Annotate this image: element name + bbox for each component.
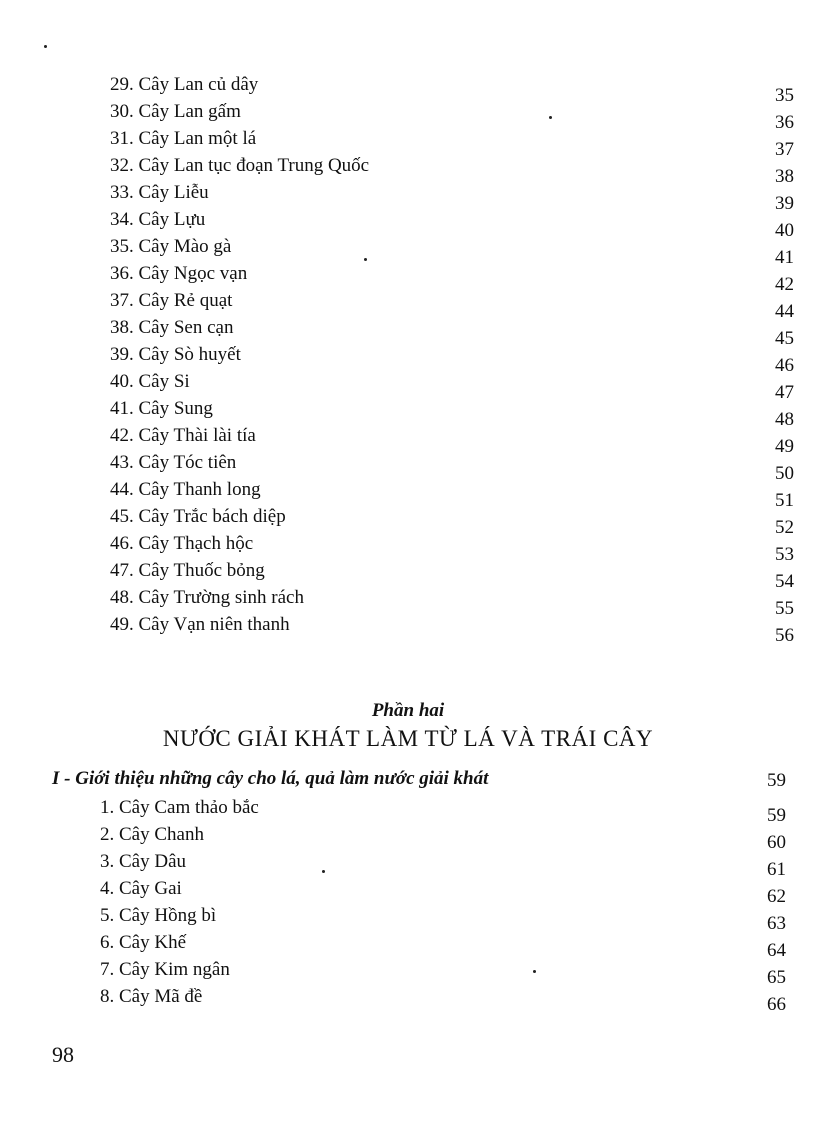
part-subtitle: Phần hai: [371, 700, 445, 721]
toc-entry-page: 45: [775, 328, 794, 349]
toc-entry-page: 37: [775, 139, 794, 160]
toc-entry-label: 46. Cây Thạch hộc: [110, 533, 254, 554]
section-heading: I - Giới thiệu những cây cho lá, quả làm nước giải khát: [52, 768, 489, 789]
toc-entry-page: 51: [775, 490, 794, 511]
toc-entry-label: 5. Cây Hồng bì: [100, 905, 217, 926]
toc-entry-label: 7. Cây Kim ngân: [100, 959, 230, 980]
toc-entry-page: 47: [775, 382, 794, 403]
toc-entry-label: 3. Cây Dâu: [100, 851, 187, 872]
toc-entry-label: 33. Cây Liễu: [110, 182, 209, 203]
toc-entry-page: 50: [775, 463, 794, 484]
toc-entry-page: 65: [767, 967, 786, 988]
toc-entry-label: 44. Cây Thanh long: [110, 479, 261, 500]
scan-speck: [322, 870, 325, 873]
toc-entry-label: 39. Cây Sò huyết: [110, 344, 241, 365]
part-title: NƯỚC GIẢI KHÁT LÀM TỪ LÁ VÀ TRÁI CÂY: [162, 726, 654, 751]
toc-entry-page: 48: [775, 409, 794, 430]
toc-entry-label: 8. Cây Mã đề: [100, 986, 203, 1007]
toc-entry-page: 52: [775, 517, 794, 538]
toc-entry-label: 37. Cây Rẻ quạt: [110, 290, 233, 311]
toc-entry-page: 62: [767, 886, 786, 907]
toc-entry-page: 36: [775, 112, 794, 133]
toc-entry-label: 29. Cây Lan củ dây: [110, 74, 259, 95]
toc-entry-page: 63: [767, 913, 786, 934]
toc-entry-label: 45. Cây Trắc bách diệp: [110, 506, 286, 527]
section-page: 59: [767, 770, 786, 791]
toc-entry-page: 44: [775, 301, 794, 322]
toc-entry-page: 54: [775, 571, 794, 592]
toc-entry-label: 35. Cây Mào gà: [110, 236, 232, 257]
toc-entry-page: 40: [775, 220, 794, 241]
toc-entry-page: 53: [775, 544, 794, 565]
toc-entry-page: 39: [775, 193, 794, 214]
toc-entry-page: 59: [767, 805, 786, 826]
toc-entry-label: 47. Cây Thuốc bỏng: [110, 560, 265, 581]
toc-entry-page: 61: [767, 859, 786, 880]
toc-entry-page: 46: [775, 355, 794, 376]
toc-entry-page: 66: [767, 994, 786, 1015]
scan-speck: [44, 45, 47, 48]
toc-entry-label: 30. Cây Lan gấm: [110, 101, 241, 122]
toc-entry-label: 6. Cây Khế: [100, 932, 187, 953]
toc-entry-label: 2. Cây Chanh: [100, 824, 204, 845]
scan-speck: [364, 258, 367, 261]
toc-entry-page: 55: [775, 598, 794, 619]
toc-entry-label: 36. Cây Ngọc vạn: [110, 263, 248, 284]
scan-speck: [549, 116, 552, 119]
toc-entry-label: 49. Cây Vạn niên thanh: [110, 614, 290, 635]
scan-speck: [533, 970, 536, 973]
toc-entry-label: 38. Cây Sen cạn: [110, 317, 234, 338]
toc-entry-label: 4. Cây Gai: [100, 878, 182, 899]
toc-entry-page: 49: [775, 436, 794, 457]
toc-entry-label: 34. Cây Lựu: [110, 209, 206, 230]
toc-entry-page: 60: [767, 832, 786, 853]
toc-entry-page: 42: [775, 274, 794, 295]
page-number: 98: [52, 1042, 74, 1067]
toc-entry-page: 35: [775, 85, 794, 106]
toc-entry-label: 41. Cây Sung: [110, 398, 213, 419]
toc-entry-label: 48. Cây Trường sinh rách: [110, 587, 304, 608]
toc-entry-label: 43. Cây Tóc tiên: [110, 452, 237, 473]
toc-entry-label: 40. Cây Si: [110, 371, 190, 392]
toc-entry-label: 42. Cây Thài lài tía: [110, 425, 256, 446]
toc-entry-page: 41: [775, 247, 794, 268]
toc-entry-page: 38: [775, 166, 794, 187]
toc-entry-label: 1. Cây Cam thảo bắc: [100, 797, 259, 818]
toc-entry-page: 56: [775, 625, 794, 646]
toc-entry-label: 32. Cây Lan tục đoạn Trung Quốc: [110, 155, 370, 176]
toc-entry-label: 31. Cây Lan một lá: [110, 128, 257, 149]
toc-entry-page: 64: [767, 940, 786, 961]
